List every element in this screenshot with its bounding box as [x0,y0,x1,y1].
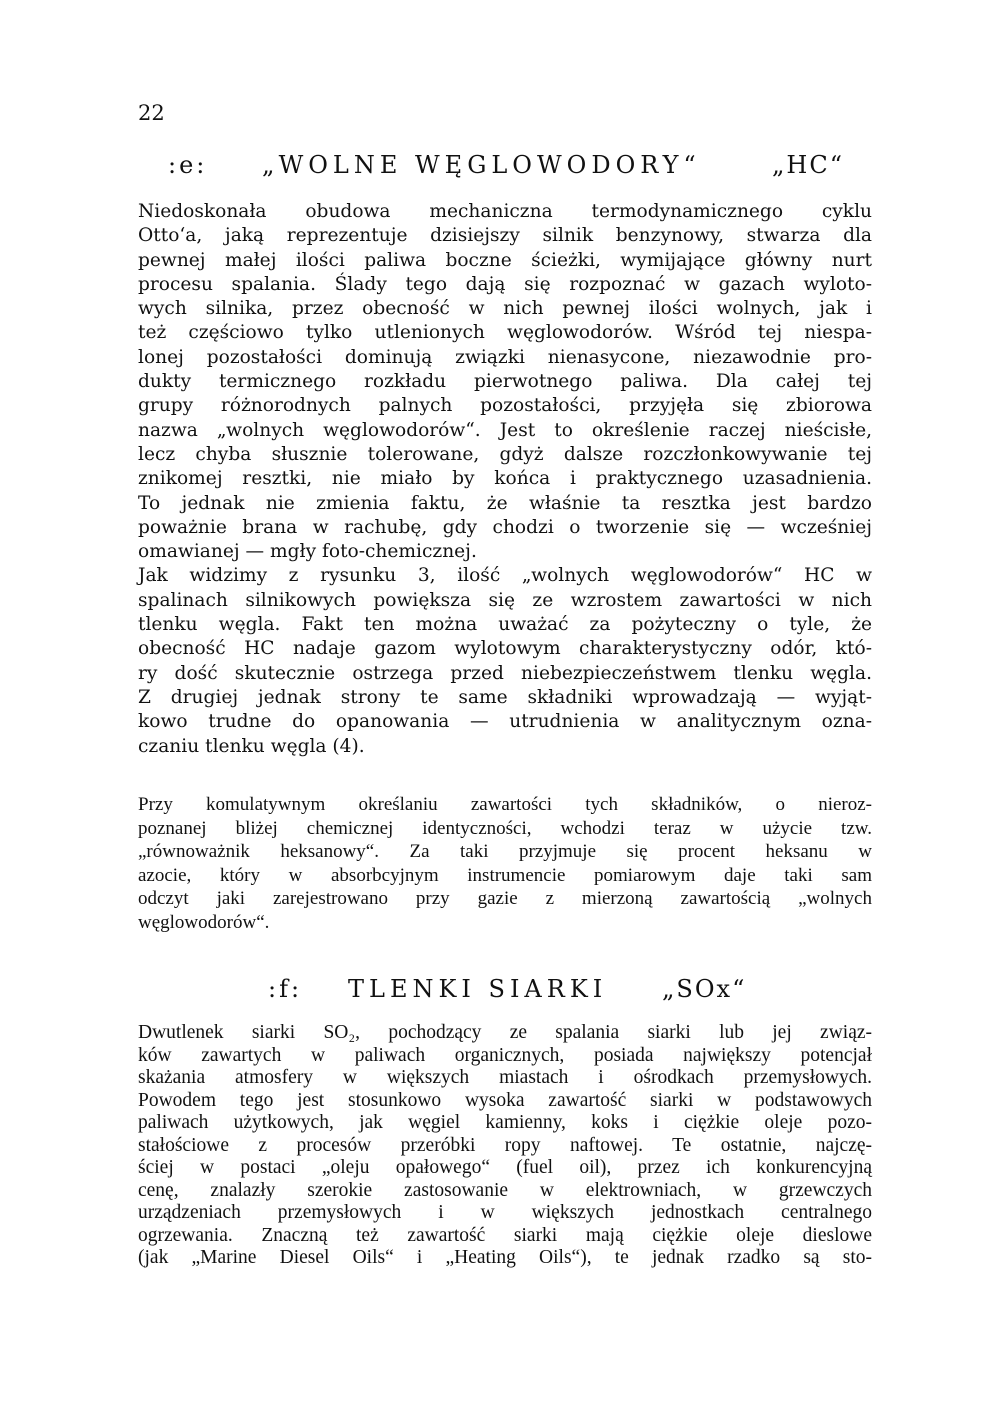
body-line: dukty termicznego rozkładu pierwotnego paliwa. Dla całej tej [138,371,872,393]
body-line: To jednak nie zmienia faktu, że właśnie ta resztka jest bardzo [138,492,872,514]
body-line: tlenku węgla. Fakt ten można uważać za pożyteczny o tyle, że [138,614,872,636]
section-e-abbr: „HC“ [772,151,844,179]
section-f-heading [0,974,1000,1004]
body-line: lecz chyba słusznie tolerowane, gdyż dalsze rozczłonkowywanie tej [138,443,872,465]
body-line: stałościowe z procesów przeróbki ropy naftowej. Te ostatnie, najczę- [138,1134,872,1156]
body-line: (jak „Marine Diesel Oils“ i „Heating Oils“), te jednak rzadko są sto- [138,1247,872,1268]
section-e-heading [0,150,1000,180]
body-line: lonej pozostałości dominują związki nienasycone, niezawodnie pro- [138,346,872,368]
body-line: cenę, znalazły szerokie zastosowanie w elektrowniach, w grzewczych [138,1179,872,1201]
section-f-title: TLENKI SIARKI [348,975,608,1003]
section-f-abbr: „SOx“ [662,975,747,1003]
body-line: Otto‘a, jaką reprezentuje dzisiejszy silnik benzynowy, stwarza dla [138,225,872,247]
body-line: paliwach użytkowych, jak węgiel kamienny, koks i ciężkie oleje pozo- [138,1112,872,1133]
body-line: Jak widzimy z rysunku 3, ilość „wolnych węglowodorów“ HC w [138,565,872,587]
body-line: Niedoskonała obudowa mechaniczna termodynamicznego cyklu [138,201,872,222]
note-line: azocie, który w absorbcyjnym instrumencie pomiarowym daje taki sam [138,864,872,886]
body-line: znikomej resztki, nie miało by końca i praktycznego uzasadnienia. [138,468,872,490]
section-e-note [138,793,872,935]
body-line: skażania atmosfery w większych miastach i ośrodkach przemysłowych. [138,1067,872,1088]
body-line: wych silnika, przez obecność w nich pewnej ilości wolnych, jak i [138,298,872,320]
body-line: ry dość skutecznie ostrzega przed niebezpieczeństwem tlenku węgla. [138,662,872,684]
note-line: „równoważnik heksanowy“. Za taki przyjmuje się procent heksanu w [138,841,872,863]
body-line: poważnie brana w rachubę, gdy chodzi o tworzenie się — wcześniej [138,516,872,538]
body-line: kowo trudne do opanowania — utrudnienia w analitycznym ozna- [138,711,872,733]
body-line: obecność HC nadaje gazom wylotowym charakterystyczny odór, któ- [138,638,872,660]
body-line: nazwa „wolnych węglowodorów“. Jest to określenie raczej nieścisłe, [138,419,872,441]
section-f-marker: :f: [268,975,303,1003]
body-line: czaniu tlenku węgla (4). [138,735,365,757]
body-line: spalinach silnikowych powiększa się ze wzrostem zawartości w nich [138,589,872,611]
note-line: węglowodorów“. [138,911,270,933]
body-line: omawianej — mgły foto-chemicznej. [138,541,477,563]
section-e-body [138,200,872,759]
body-line: Z drugiej jednak strony te same składniki wprowadzają — wyjąt- [138,686,872,708]
page-number: 22 [138,101,165,125]
note-line: Przy komulatywnym określaniu zawartości tych składników, o nieroz- [138,794,872,815]
body-line: ogrzewania. Znaczną też zawartość siarki mają ciężkie oleje dieslowe [138,1224,872,1246]
body-line: procesu spalania. Ślady tego dają się rozpoznać w gazach wyloto- [138,273,872,295]
body-line: ściej w postaci „oleju opałowego“ (fuel oil), przez ich konkurencyjną [138,1157,872,1178]
body-line: Dwutlenek siarki SO₂, pochodzący ze spalania siarki lub jej związ- [138,1022,872,1043]
section-f-body [138,1022,872,1270]
note-line: odczyt jaki zarejestrowano przy gazie z mierzoną zawartością „wolnych [138,888,872,910]
body-line: grupy różnorodnych palnych pozostałości, przyjęła się zbiorowa [138,395,872,417]
body-line: urządzeniach przemysłowych i w większych jednostkach centralnego [138,1202,872,1223]
section-e-title: „WOLNE WĘGLOWODORY“ [262,151,701,179]
body-line: Powodem tego jest stosunkowo wysoka zawartość siarki w podstawowych [138,1089,872,1111]
body-line: pewnej małej ilości paliwa boczne ścieżki, wymijające główny nurt [138,249,872,271]
section-e-marker: :e: [168,151,208,179]
body-line: też częściowo tylko utlenionych węglowodorów. Wśród tej niespa- [138,322,872,344]
note-line: poznanej bliżej chemicznej identyczności, wchodzi teraz w użycie tzw. [138,817,872,839]
body-line: ków zawartych w paliwach organicznych, posiada największy potencjał [138,1044,872,1066]
